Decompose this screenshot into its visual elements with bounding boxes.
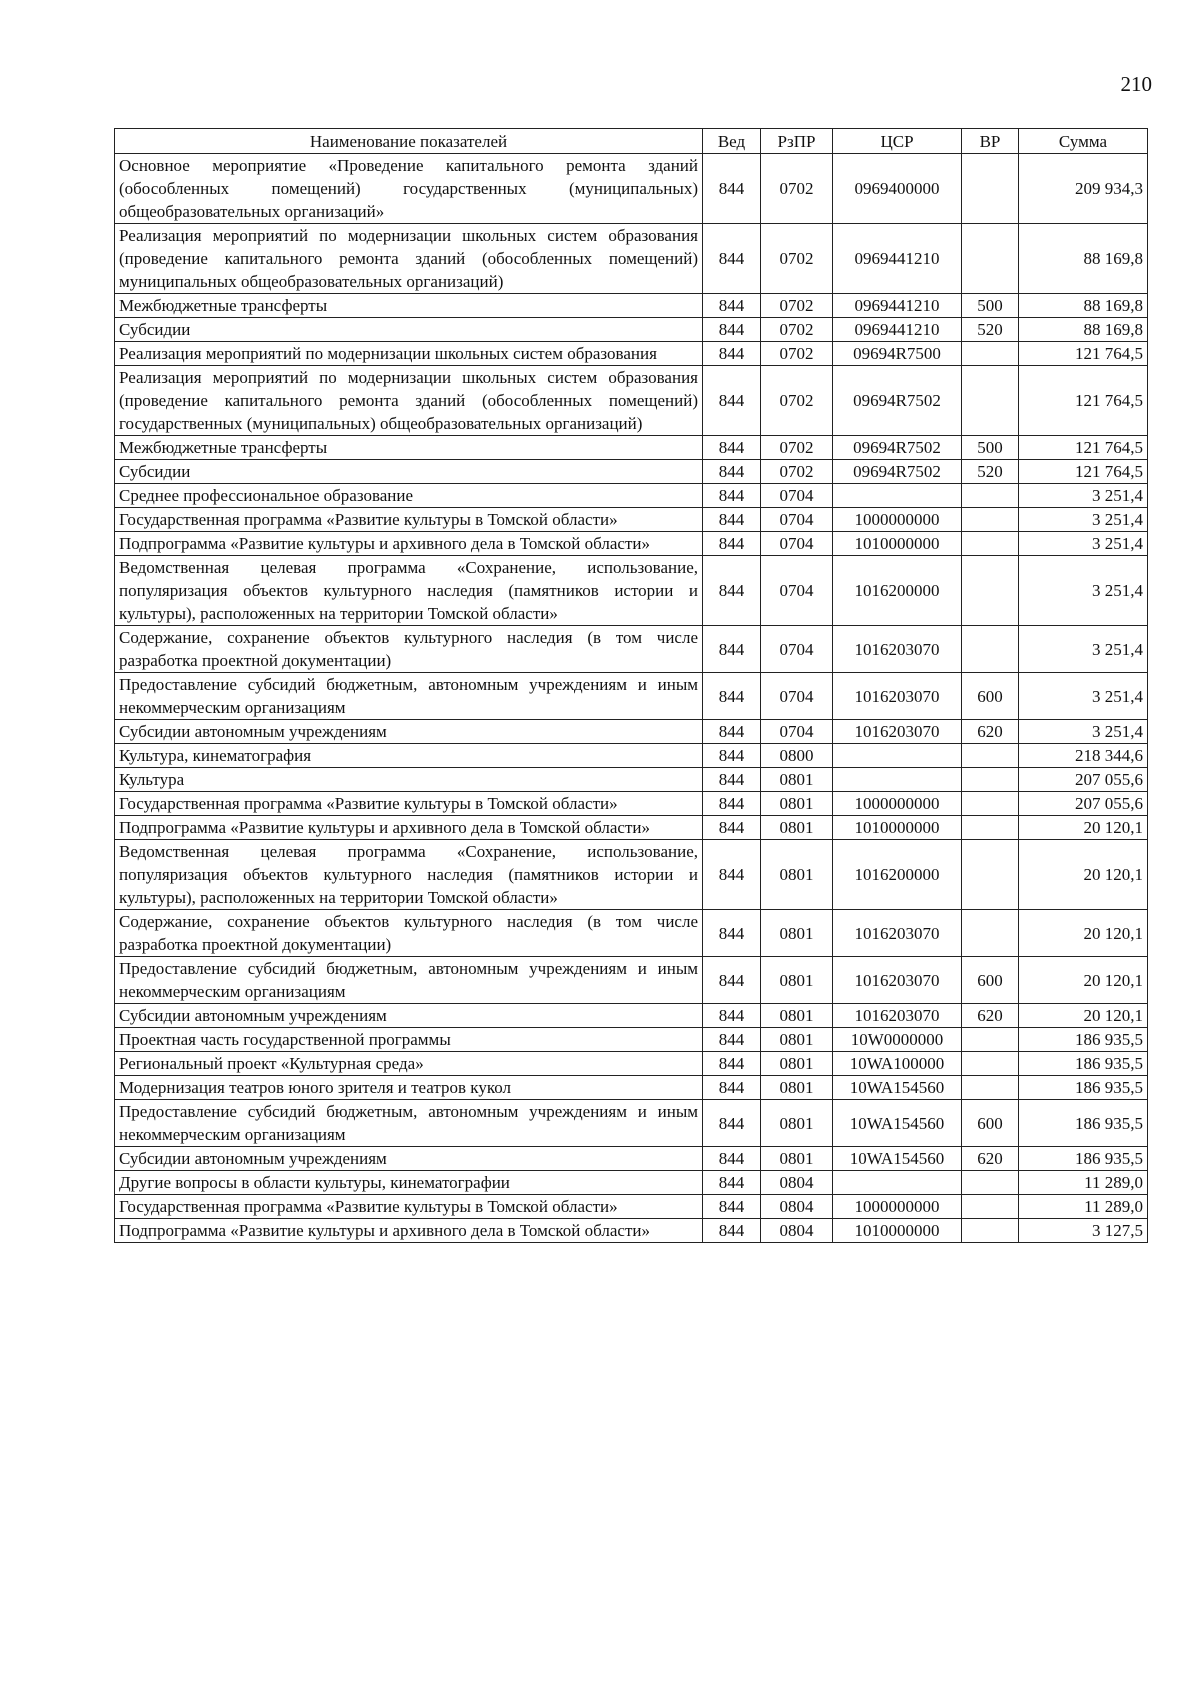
- table-row: [115, 294, 1148, 318]
- cell-name: Субсидии автономным учреждениям: [115, 1147, 703, 1171]
- cell-vr: [962, 816, 1019, 840]
- cell-sum: 88 169,8: [1019, 224, 1148, 294]
- cell-vr: [962, 508, 1019, 532]
- cell-vr: [962, 1076, 1019, 1100]
- cell-name: Реализация мероприятий по модернизации школьных систем образования (проведение капитального ремонта зданий (обособленных помещений) государственных (муниципальных) общеобразовательных организаций): [115, 366, 703, 436]
- cell-name: Подпрограмма «Развитие культуры и архивного дела в Томской области»: [115, 816, 703, 840]
- header-name: Наименование показателей: [115, 129, 703, 154]
- cell-sum: 3 251,4: [1019, 720, 1148, 744]
- cell-csr: 1016200000: [833, 840, 962, 910]
- cell-ved: 844: [703, 1147, 761, 1171]
- cell-rzpr: 0801: [761, 1028, 833, 1052]
- cell-ved: 844: [703, 154, 761, 224]
- cell-rzpr: 0801: [761, 816, 833, 840]
- cell-sum: 20 120,1: [1019, 816, 1148, 840]
- cell-sum: 3 251,4: [1019, 508, 1148, 532]
- table-row: [115, 1219, 1148, 1243]
- cell-csr: 1000000000: [833, 792, 962, 816]
- cell-name: Основное мероприятие «Проведение капитального ремонта зданий (обособленных помещений) государственных (муниципальных) общеобразовательных организаций»: [115, 154, 703, 224]
- cell-vr: 620: [962, 720, 1019, 744]
- cell-vr: 520: [962, 318, 1019, 342]
- cell-vr: 500: [962, 294, 1019, 318]
- cell-sum: 3 251,4: [1019, 532, 1148, 556]
- cell-vr: [962, 532, 1019, 556]
- cell-sum: 3 251,4: [1019, 626, 1148, 673]
- cell-sum: 3 127,5: [1019, 1219, 1148, 1243]
- cell-vr: 620: [962, 1147, 1019, 1171]
- cell-csr: 10WA154560: [833, 1100, 962, 1147]
- cell-csr: 1016203070: [833, 1004, 962, 1028]
- cell-csr: 0969400000: [833, 154, 962, 224]
- table-row: [115, 1147, 1148, 1171]
- cell-rzpr: 0800: [761, 744, 833, 768]
- table-row: [115, 673, 1148, 720]
- cell-vr: [962, 840, 1019, 910]
- table-row: [115, 792, 1148, 816]
- cell-ved: 844: [703, 720, 761, 744]
- cell-ved: 844: [703, 556, 761, 626]
- cell-sum: 186 935,5: [1019, 1052, 1148, 1076]
- cell-ved: 844: [703, 910, 761, 957]
- cell-ved: 844: [703, 1004, 761, 1028]
- cell-name: Другие вопросы в области культуры, кинематографии: [115, 1171, 703, 1195]
- cell-rzpr: 0801: [761, 1004, 833, 1028]
- table-row: [115, 1171, 1148, 1195]
- cell-csr: 1016203070: [833, 720, 962, 744]
- cell-sum: 209 934,3: [1019, 154, 1148, 224]
- cell-ved: 844: [703, 366, 761, 436]
- cell-sum: 207 055,6: [1019, 768, 1148, 792]
- cell-rzpr: 0804: [761, 1219, 833, 1243]
- cell-sum: 3 251,4: [1019, 673, 1148, 720]
- cell-ved: 844: [703, 816, 761, 840]
- cell-vr: 620: [962, 1004, 1019, 1028]
- cell-rzpr: 0801: [761, 957, 833, 1004]
- cell-ved: 844: [703, 1076, 761, 1100]
- cell-sum: 186 935,5: [1019, 1076, 1148, 1100]
- cell-rzpr: 0702: [761, 342, 833, 366]
- cell-name: Предоставление субсидий бюджетным, автономным учреждениям и иным некоммерческим организациям: [115, 1100, 703, 1147]
- cell-sum: 11 289,0: [1019, 1195, 1148, 1219]
- cell-vr: 600: [962, 673, 1019, 720]
- header-sum: Сумма: [1019, 129, 1148, 154]
- cell-ved: 844: [703, 744, 761, 768]
- cell-sum: 121 764,5: [1019, 342, 1148, 366]
- cell-csr: 1010000000: [833, 532, 962, 556]
- header-ved: Вед: [703, 129, 761, 154]
- cell-ved: 844: [703, 436, 761, 460]
- table-row: [115, 532, 1148, 556]
- cell-name: Государственная программа «Развитие культуры в Томской области»: [115, 508, 703, 532]
- cell-csr: 10WA154560: [833, 1076, 962, 1100]
- table-row: [115, 768, 1148, 792]
- cell-vr: [962, 792, 1019, 816]
- cell-vr: 600: [962, 957, 1019, 1004]
- cell-rzpr: 0801: [761, 1100, 833, 1147]
- cell-vr: [962, 1171, 1019, 1195]
- cell-rzpr: 0704: [761, 484, 833, 508]
- cell-name: Модернизация театров юного зрителя и театров кукол: [115, 1076, 703, 1100]
- cell-rzpr: 0704: [761, 626, 833, 673]
- cell-vr: [962, 366, 1019, 436]
- cell-rzpr: 0702: [761, 460, 833, 484]
- cell-name: Ведомственная целевая программа «Сохранение, использование, популяризация объектов культурного наследия (памятников истории и культуры), расположенных на территории Томской области»: [115, 556, 703, 626]
- cell-name: Предоставление субсидий бюджетным, автономным учреждениям и иным некоммерческим организациям: [115, 673, 703, 720]
- cell-rzpr: 0801: [761, 910, 833, 957]
- cell-csr: 1016203070: [833, 957, 962, 1004]
- table-row: [115, 318, 1148, 342]
- cell-rzpr: 0801: [761, 1052, 833, 1076]
- cell-sum: 121 764,5: [1019, 460, 1148, 484]
- cell-rzpr: 0704: [761, 720, 833, 744]
- cell-rzpr: 0704: [761, 673, 833, 720]
- cell-csr: 0969441210: [833, 224, 962, 294]
- cell-vr: [962, 1195, 1019, 1219]
- header-csr: ЦСР: [833, 129, 962, 154]
- cell-csr: 1016203070: [833, 673, 962, 720]
- cell-csr: [833, 768, 962, 792]
- cell-csr: [833, 1171, 962, 1195]
- cell-sum: 20 120,1: [1019, 1004, 1148, 1028]
- cell-csr: 09694R7502: [833, 460, 962, 484]
- cell-vr: [962, 1052, 1019, 1076]
- cell-sum: 186 935,5: [1019, 1147, 1148, 1171]
- cell-name: Культура, кинематография: [115, 744, 703, 768]
- table-row: [115, 1052, 1148, 1076]
- cell-vr: [962, 224, 1019, 294]
- cell-name: Подпрограмма «Развитие культуры и архивного дела в Томской области»: [115, 1219, 703, 1243]
- cell-sum: 20 120,1: [1019, 840, 1148, 910]
- cell-name: Проектная часть государственной программы: [115, 1028, 703, 1052]
- cell-vr: 500: [962, 436, 1019, 460]
- cell-name: Межбюджетные трансферты: [115, 436, 703, 460]
- cell-ved: 844: [703, 792, 761, 816]
- cell-ved: 844: [703, 342, 761, 366]
- cell-csr: 1000000000: [833, 508, 962, 532]
- cell-name: Подпрограмма «Развитие культуры и архивного дела в Томской области»: [115, 532, 703, 556]
- cell-ved: 844: [703, 1219, 761, 1243]
- cell-csr: 10W0000000: [833, 1028, 962, 1052]
- cell-sum: 218 344,6: [1019, 744, 1148, 768]
- cell-name: Предоставление субсидий бюджетным, автономным учреждениям и иным некоммерческим организациям: [115, 957, 703, 1004]
- cell-csr: 1010000000: [833, 816, 962, 840]
- cell-sum: 186 935,5: [1019, 1028, 1148, 1052]
- cell-ved: 844: [703, 1171, 761, 1195]
- cell-name: Культура: [115, 768, 703, 792]
- cell-name: Реализация мероприятий по модернизации школьных систем образования (проведение капитального ремонта зданий (обособленных помещений) муниципальных общеобразовательных организаций): [115, 224, 703, 294]
- cell-sum: 3 251,4: [1019, 556, 1148, 626]
- table-row: [115, 224, 1148, 294]
- cell-rzpr: 0702: [761, 436, 833, 460]
- table-row: [115, 556, 1148, 626]
- table-row: [115, 720, 1148, 744]
- cell-sum: 11 289,0: [1019, 1171, 1148, 1195]
- table-row: [115, 910, 1148, 957]
- cell-name: Государственная программа «Развитие культуры в Томской области»: [115, 1195, 703, 1219]
- cell-rzpr: 0801: [761, 1076, 833, 1100]
- cell-vr: [962, 626, 1019, 673]
- table-row: [115, 436, 1148, 460]
- cell-name: Содержание, сохранение объектов культурного наследия (в том числе разработка проектной документации): [115, 626, 703, 673]
- cell-csr: 0969441210: [833, 294, 962, 318]
- table-row: [115, 154, 1148, 224]
- cell-vr: 600: [962, 1100, 1019, 1147]
- cell-ved: 844: [703, 1195, 761, 1219]
- cell-ved: 844: [703, 1028, 761, 1052]
- cell-name: Реализация мероприятий по модернизации школьных систем образования: [115, 342, 703, 366]
- cell-ved: 844: [703, 673, 761, 720]
- cell-sum: 20 120,1: [1019, 910, 1148, 957]
- table-row: [115, 957, 1148, 1004]
- cell-rzpr: 0801: [761, 792, 833, 816]
- cell-ved: 844: [703, 1100, 761, 1147]
- cell-vr: [962, 154, 1019, 224]
- table-row: [115, 1028, 1148, 1052]
- cell-name: Субсидии автономным учреждениям: [115, 1004, 703, 1028]
- cell-rzpr: 0702: [761, 224, 833, 294]
- page-number: 210: [1120, 72, 1152, 96]
- cell-sum: 20 120,1: [1019, 957, 1148, 1004]
- table-row: [115, 1100, 1148, 1147]
- cell-name: Ведомственная целевая программа «Сохранение, использование, популяризация объектов культурного наследия (памятников истории и культуры), расположенных на территории Томской области»: [115, 840, 703, 910]
- cell-csr: 0969441210: [833, 318, 962, 342]
- cell-vr: [962, 768, 1019, 792]
- cell-vr: [962, 910, 1019, 957]
- cell-rzpr: 0801: [761, 768, 833, 792]
- cell-ved: 844: [703, 840, 761, 910]
- cell-vr: [962, 1219, 1019, 1243]
- cell-rzpr: 0702: [761, 294, 833, 318]
- table-row: [115, 508, 1148, 532]
- cell-ved: 844: [703, 294, 761, 318]
- table-row: [115, 484, 1148, 508]
- cell-sum: 88 169,8: [1019, 294, 1148, 318]
- cell-rzpr: 0804: [761, 1195, 833, 1219]
- cell-vr: 520: [962, 460, 1019, 484]
- table-header-row: [115, 129, 1148, 154]
- table-row: [115, 460, 1148, 484]
- table-row: [115, 342, 1148, 366]
- table-row: [115, 744, 1148, 768]
- cell-csr: [833, 744, 962, 768]
- cell-ved: 844: [703, 318, 761, 342]
- cell-ved: 844: [703, 484, 761, 508]
- cell-csr: 09694R7502: [833, 436, 962, 460]
- cell-name: Региональный проект «Культурная среда»: [115, 1052, 703, 1076]
- header-vr: ВР: [962, 129, 1019, 154]
- cell-vr: [962, 744, 1019, 768]
- cell-ved: 844: [703, 532, 761, 556]
- table-row: [115, 1195, 1148, 1219]
- cell-csr: [833, 484, 962, 508]
- cell-ved: 844: [703, 224, 761, 294]
- table-body: [115, 154, 1148, 1243]
- cell-rzpr: 0704: [761, 508, 833, 532]
- table-row: [115, 840, 1148, 910]
- cell-vr: [962, 484, 1019, 508]
- cell-ved: 844: [703, 508, 761, 532]
- cell-ved: 844: [703, 626, 761, 673]
- cell-rzpr: 0702: [761, 154, 833, 224]
- cell-name: Субсидии автономным учреждениям: [115, 720, 703, 744]
- cell-name: Субсидии: [115, 318, 703, 342]
- cell-csr: 1016203070: [833, 910, 962, 957]
- cell-rzpr: 0702: [761, 366, 833, 436]
- cell-ved: 844: [703, 460, 761, 484]
- cell-rzpr: 0801: [761, 840, 833, 910]
- cell-rzpr: 0704: [761, 532, 833, 556]
- table-row: [115, 626, 1148, 673]
- cell-sum: 121 764,5: [1019, 366, 1148, 436]
- header-rzpr: РзПР: [761, 129, 833, 154]
- cell-csr: 09694R7500: [833, 342, 962, 366]
- cell-ved: 844: [703, 957, 761, 1004]
- cell-sum: 3 251,4: [1019, 484, 1148, 508]
- cell-rzpr: 0804: [761, 1171, 833, 1195]
- table-row: [115, 816, 1148, 840]
- cell-name: Содержание, сохранение объектов культурного наследия (в том числе разработка проектной документации): [115, 910, 703, 957]
- table-row: [115, 366, 1148, 436]
- cell-vr: [962, 556, 1019, 626]
- cell-csr: 1016203070: [833, 626, 962, 673]
- table-row: [115, 1004, 1148, 1028]
- cell-name: Среднее профессиональное образование: [115, 484, 703, 508]
- cell-ved: 844: [703, 768, 761, 792]
- cell-csr: 1000000000: [833, 1195, 962, 1219]
- cell-csr: 1016200000: [833, 556, 962, 626]
- cell-sum: 121 764,5: [1019, 436, 1148, 460]
- cell-name: Субсидии: [115, 460, 703, 484]
- cell-vr: [962, 1028, 1019, 1052]
- table-row: [115, 1076, 1148, 1100]
- cell-rzpr: 0702: [761, 318, 833, 342]
- cell-csr: 09694R7502: [833, 366, 962, 436]
- cell-name: Государственная программа «Развитие культуры в Томской области»: [115, 792, 703, 816]
- cell-rzpr: 0801: [761, 1147, 833, 1171]
- budget-table: [114, 128, 1148, 1243]
- cell-sum: 186 935,5: [1019, 1100, 1148, 1147]
- cell-vr: [962, 342, 1019, 366]
- cell-sum: 88 169,8: [1019, 318, 1148, 342]
- cell-csr: 10WA100000: [833, 1052, 962, 1076]
- cell-rzpr: 0704: [761, 556, 833, 626]
- cell-sum: 207 055,6: [1019, 792, 1148, 816]
- cell-csr: 1010000000: [833, 1219, 962, 1243]
- cell-csr: 10WA154560: [833, 1147, 962, 1171]
- cell-name: Межбюджетные трансферты: [115, 294, 703, 318]
- cell-ved: 844: [703, 1052, 761, 1076]
